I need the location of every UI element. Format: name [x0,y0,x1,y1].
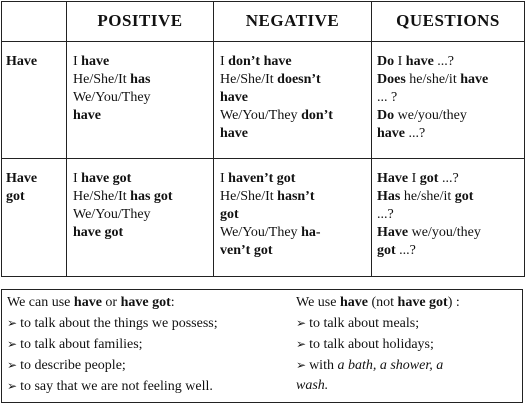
text-line [73,188,173,206]
bold-text: have [220,126,248,141]
text-line: got [6,189,25,204]
text-line [220,242,321,260]
row-label-have-got [6,170,37,206]
text: I [408,171,420,186]
bold-text: have [73,295,102,310]
italic-text: wash. [296,378,329,393]
text: : [170,295,175,310]
table-col-rule-1 [66,1,67,277]
bold-text: Do [377,54,395,69]
text-line [377,206,481,224]
text: He/She/It [73,72,131,87]
text-line [73,53,151,71]
cell-have-negative [220,53,333,143]
bold-text: Does [377,72,406,87]
text: We/You/They [73,90,151,105]
text: or [101,295,121,310]
text: ...? [405,126,426,141]
bold-text: doesn’t [277,72,321,87]
bold-text: have [220,90,248,105]
table-border-bottom [1,276,525,277]
table-border-top [1,1,525,2]
text-line [7,376,218,397]
bold-text: have got [73,225,124,240]
text: We/You/They [220,225,302,240]
text: We/You/They [220,108,302,123]
bold-text: Have [377,225,409,240]
bold-text: have [405,54,434,69]
bold-text: Do [377,108,395,123]
text-line [73,170,173,188]
text-line [220,125,333,143]
text: ... ? [377,90,398,105]
text: he/she/it [400,189,455,204]
text-line [377,170,481,188]
bold-text: ha- [301,225,321,240]
cell-have-got-positive [73,170,173,242]
table-border-right [524,1,525,277]
text: (not [367,295,398,310]
text: We use [296,295,340,310]
header-questions: QUESTIONS [396,11,500,30]
cell-have-positive [73,53,151,125]
text-line [377,125,488,143]
text: we/you/they [408,225,481,240]
bold-text: ven’t got [220,243,273,258]
bold-text: Have [377,171,409,186]
text-line [220,107,333,125]
bold-text: don’t [301,108,333,123]
text: I [73,171,82,186]
text-line [377,71,488,89]
text: ...? [438,171,459,186]
text-line [377,242,481,260]
text-line [377,188,481,206]
text: I [220,54,229,69]
text: We can use [7,295,74,310]
text-line [73,71,151,89]
bold-text: have [73,108,101,123]
bold-text: have got [81,171,132,186]
text-line [7,355,218,376]
text: ...? [433,54,455,69]
text: I [220,171,229,186]
bold-text: have [460,72,489,87]
text-line [296,334,460,355]
text: to talk about families; [20,337,143,352]
bold-text: have got [397,295,448,310]
text: we/you/they [394,108,467,123]
text-line [220,89,333,107]
usage-have-or-have-got [7,293,218,397]
bold-text: has [130,72,151,87]
bold-text: have [339,295,368,310]
text-line [220,71,333,89]
cell-have-questions [377,53,488,143]
table-border-left [1,1,2,277]
text-line: Have [6,54,38,69]
cell-have-got-questions [377,170,481,260]
text: he/she/it [405,72,461,87]
text-line [377,89,488,107]
text-line [377,224,481,242]
italic-text: a bath, a shower, a [337,358,444,373]
text: He/She/It [220,72,278,87]
text-line [377,53,488,71]
text-line [377,107,488,125]
text-line [73,89,151,107]
text-line [220,170,321,188]
row-label-have [6,53,37,71]
text-line [296,293,460,313]
text: ) : [447,295,460,310]
text: with [309,358,338,373]
text-line [296,376,460,396]
text: I [73,54,82,69]
bold-text: got [377,243,396,258]
text: ...? [377,207,394,222]
text: to talk about meals; [309,316,420,331]
bold-text: has got [130,189,173,204]
bold-text: hasn’t [277,189,315,204]
text: He/She/It [73,189,131,204]
header-negative: NEGATIVE [245,11,340,30]
header-positive: POSITIVE [97,11,183,30]
text: to talk about the things we possess; [20,316,218,331]
bold-text: got [419,171,439,186]
text-line [73,206,173,224]
text-line [7,334,218,355]
usage-note-box [1,289,523,403]
text: ...? [395,243,416,258]
text-line [296,355,460,376]
text: I [394,54,406,69]
table-col-rule-2 [213,1,214,277]
bold-text: haven’t got [228,171,296,186]
bold-text: Has [377,189,401,204]
text: to talk about holidays; [309,337,434,352]
bold-text: got [220,207,239,222]
cell-have-got-negative [220,170,321,260]
bold-text: have got [120,295,171,310]
table-rule-header [1,41,525,42]
table-rule-row [1,158,525,159]
text-line [73,107,151,125]
text-line [220,53,333,71]
text-line [7,313,218,334]
text: to describe people; [20,358,126,373]
text-line [220,224,321,242]
text-line: Have [6,171,38,186]
text-line [73,224,173,242]
bold-text: don’t have [228,54,292,69]
bold-text: got [454,189,474,204]
text-line [7,293,218,313]
bold-text: have [377,126,405,141]
bold-text: have [81,54,110,69]
text: We/You/They [73,207,151,222]
text: to say that we are not feeling well. [20,379,213,394]
usage-have-only [296,293,460,396]
text-line [220,206,321,224]
table-col-rule-3 [371,1,372,277]
text: He/She/It [220,189,278,204]
text-line [296,313,460,334]
text-line [220,188,321,206]
